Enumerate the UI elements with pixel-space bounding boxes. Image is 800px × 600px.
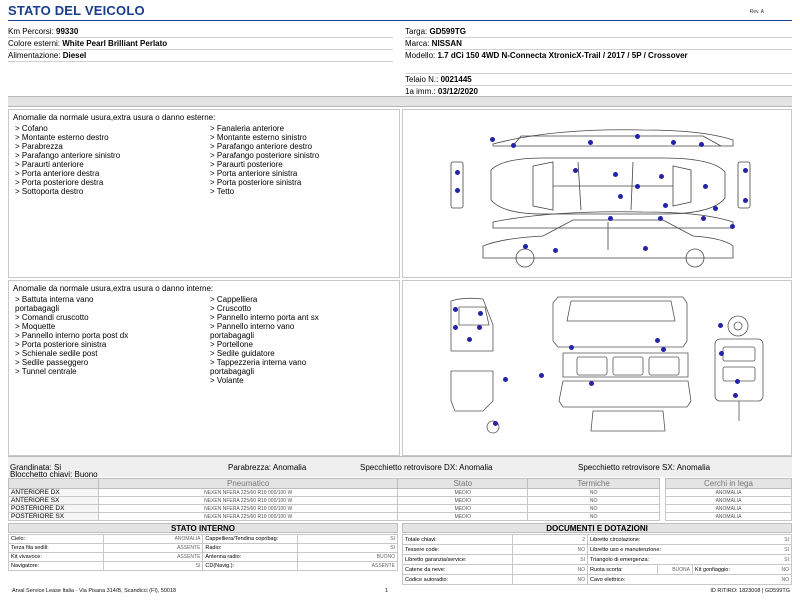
marca-value: NISSAN (431, 39, 462, 48)
section-separator-band (8, 96, 792, 107)
modello-value: 1.7 dCi 150 4WD N-Connecta XtronicX-Trail / 2017 / 5P / Crossover (437, 51, 688, 60)
damage-marker (701, 216, 706, 221)
list-item: > Porta posteriore sinistra (15, 340, 107, 349)
revision-label: Rev. A (749, 9, 764, 15)
colore-row: Colore esterni: White Pearl Brilliant Perlato (8, 38, 393, 50)
page-title: STATO DEL VEICOLO (8, 3, 145, 18)
damage-marker (661, 347, 666, 352)
damage-marker (477, 325, 482, 330)
list-item: > Tetto (210, 187, 235, 196)
list-item: > Porta anteriore destra (15, 169, 100, 178)
list-item: > Sedile guidatore (210, 349, 275, 358)
telaio-value: 0021445 (440, 75, 472, 84)
table-row: ANTERIORE DX NEXEN NFERA 225/60 R18 000/100 W MEDIO NO (9, 489, 660, 497)
list-item: portabagagli (210, 331, 255, 340)
damage-marker (553, 248, 558, 253)
damage-marker (671, 140, 676, 145)
condition-summary (8, 456, 792, 477)
damage-marker (588, 140, 593, 145)
cerchi-table (665, 478, 792, 521)
damage-marker (618, 194, 623, 199)
internal-diagram-panel (402, 280, 792, 456)
damage-marker (703, 184, 708, 189)
column-header (9, 479, 99, 489)
list-item: > Sedile passeggero (15, 358, 89, 367)
table-row: Codice autoradio: NO Cavo elettrico: NO (403, 575, 792, 585)
list-item: > Tappezzeria interna vano (210, 358, 307, 367)
damage-marker (730, 224, 735, 229)
title-divider (8, 20, 792, 21)
list-item: > Cappelliera (210, 295, 258, 304)
stato-interno-table (8, 534, 398, 571)
footer-ritiro-id: ID RITIRO: 1823008 | GD599TG (710, 588, 790, 594)
list-item: > Porta posteriore destra (15, 178, 104, 187)
damage-marker (490, 137, 495, 142)
column-header: Termiche (528, 479, 660, 489)
damage-marker (589, 381, 594, 386)
damage-marker (659, 174, 664, 179)
table-row: ANOMALIA (666, 513, 792, 521)
list-item: > Fanaleria anteriore (210, 124, 285, 133)
damage-marker (735, 379, 740, 384)
alimentazione-value: Diesel (62, 51, 87, 60)
list-item: > Pannello interno vano (210, 322, 295, 331)
damage-marker (478, 311, 483, 316)
damage-marker (613, 172, 618, 177)
list-item: > Paraurti posteriore (210, 160, 283, 169)
list-item: > Schienale sedile post (15, 349, 98, 358)
damage-marker (635, 134, 640, 139)
car-exterior-diagram (403, 110, 793, 279)
internal-damage-list-1 (15, 295, 128, 376)
modello-row: Modello: 1.7 dCi 150 4WD N-Connecta XtronicX-Trail / 2017 / 5P / Crossover (405, 50, 792, 74)
tyres-table (8, 478, 660, 521)
grandinata-label: Grandinata: Si (10, 463, 62, 472)
immatricolazione-row: 1a imm.: 03/12/2020 (405, 86, 792, 98)
damage-marker (453, 307, 458, 312)
column-header: Pneumatico (98, 479, 397, 489)
list-item: > Porta posteriore sinistra (210, 178, 302, 187)
damage-marker (663, 203, 668, 208)
damage-marker (635, 184, 640, 189)
table-row: Cielo: ANOMALIA Cappelliera/Tendina copribag: SI (9, 535, 398, 544)
vehicle-info-left (8, 26, 393, 62)
damage-marker (733, 393, 738, 398)
table-row: ANOMALIA (666, 505, 792, 513)
list-item: > Pannello interno porta ant sx (210, 313, 319, 322)
list-item: > Moquette (15, 322, 56, 331)
list-item: > Volante (210, 376, 244, 385)
damage-marker (455, 188, 460, 193)
damage-marker (608, 216, 613, 221)
telaio-row: Telaio N.: 0021445 (405, 74, 792, 86)
table-row: ANOMALIA (666, 497, 792, 505)
table-header-row (9, 479, 660, 489)
colore-value: White Pearl Brilliant Perlato (62, 39, 168, 48)
immatricolazione-value: 03/12/2020 (437, 87, 478, 96)
external-damage-list-2 (210, 124, 319, 196)
damage-marker (743, 168, 748, 173)
table-header-row (666, 479, 792, 489)
column-header: Stato (398, 479, 528, 489)
external-diagram-panel (402, 109, 792, 278)
list-item: > Porta anteriore sinistra (210, 169, 298, 178)
list-item: > Battuta interna vano (15, 295, 94, 304)
list-item: > Sottoporta destro (15, 187, 84, 196)
km-row: Km Percorsi: 99330 (8, 26, 393, 38)
blocchetto-label: Blocchetto chiavi: Buono (10, 470, 98, 479)
car-interior-diagram (403, 281, 793, 457)
damage-marker (658, 216, 663, 221)
stato-interno-title: STATO INTERNO (8, 523, 398, 533)
targa-row: Targa: GD599TG (405, 26, 792, 38)
damage-marker (493, 421, 498, 426)
table-row: Kit vivavoce: ASSENTE Antenna radio: BUONO (9, 553, 398, 562)
list-item: > Cruscotto (210, 304, 252, 313)
table-row: POSTERIORE SX NEXEN NFERA 225/60 R18 000/100 W MEDIO NO (9, 513, 660, 521)
external-damage-title: Anomalie da normale usura,extra usura o danno esterne: (13, 113, 216, 122)
marca-row: Marca: NISSAN (405, 38, 792, 50)
damage-marker (719, 351, 724, 356)
km-value: 99330 (56, 27, 79, 36)
damage-marker (569, 345, 574, 350)
list-item: > Portellone (210, 340, 253, 349)
external-damage-panel (8, 109, 400, 278)
targa-value: GD599TG (429, 27, 466, 36)
list-item: portabagagli (15, 304, 60, 313)
list-item: > Parafango anteriore destro (210, 142, 313, 151)
damage-marker (539, 373, 544, 378)
damage-marker (718, 323, 723, 328)
damage-marker (643, 246, 648, 251)
vehicle-info-right (405, 26, 792, 98)
table-row: Totale chiavi: 2 Libretto circolazione: SI (403, 535, 792, 545)
list-item: > Parafango posteriore sinistro (210, 151, 320, 160)
footer-page-number: 1 (385, 588, 389, 594)
list-item: > Pannello interno porta post dx (15, 331, 129, 340)
parabrezza-label: Parabrezza: Anomalia (228, 463, 307, 472)
list-item: portabagagli (210, 367, 255, 376)
damage-marker (503, 377, 508, 382)
list-item: > Paraurti anteriore (15, 160, 84, 169)
list-item: > Parafango anteriore sinistro (15, 151, 121, 160)
list-item: > Parabrezza (15, 142, 63, 151)
documenti-title: DOCUMENTI E DOTAZIONI (402, 523, 792, 533)
column-header: Cerchi in lega (666, 479, 792, 489)
damage-marker (713, 206, 718, 211)
internal-damage-list-2 (210, 295, 319, 385)
table-row: Terza fila sedili: ASSENTE Radio: SI (9, 544, 398, 553)
damage-marker (743, 198, 748, 203)
damage-marker (655, 338, 660, 343)
damage-marker (573, 168, 578, 173)
list-item: > Tunnel centrale (15, 367, 77, 376)
table-row: Libretto garanzia/service: SI Triangolo di emergenza: SI (403, 555, 792, 565)
alimentazione-row: Alimentazione: Diesel (8, 50, 393, 62)
table-row: ANOMALIA (666, 489, 792, 497)
damage-marker (523, 244, 528, 249)
list-item: > Montante esterno sinistro (210, 133, 307, 142)
specchietto-sx-label: Specchietto retrovisore SX: Anomalia (578, 463, 711, 472)
damage-marker (455, 170, 460, 175)
damage-marker (511, 143, 516, 148)
table-row: Catene da neve: NO Ruota scorta: BUONA Kit gonfiaggio: NO (403, 565, 792, 575)
list-item: > Montante esterno destro (15, 133, 109, 142)
documenti-table (402, 534, 792, 585)
internal-damage-title: Anomalie da normale usura,extra usura o danno interne: (13, 284, 214, 293)
table-row: Navigatore: SI CD(Navig.): ASSENTE (9, 562, 398, 571)
list-item: > Comandi cruscotto (15, 313, 89, 322)
footer-company: Arval Service Lease Italia - Via Pisana 314/B, Scandicci (FI), 50018 (12, 588, 177, 594)
table-row: ANTERIORE SX NEXEN NFERA 225/60 R18 000/100 W MEDIO NO (9, 497, 660, 505)
damage-marker (453, 325, 458, 330)
table-row: Tessere code: NO Libretto uso e manutenzione: SI (403, 545, 792, 555)
damage-marker (699, 142, 704, 147)
external-damage-list-1 (15, 124, 120, 196)
list-item: > Cofano (15, 124, 48, 133)
damage-marker (467, 337, 472, 342)
internal-damage-panel (8, 280, 400, 456)
table-row: POSTERIORE DX NEXEN NFERA 225/60 R18 000/100 W MEDIO NO (9, 505, 660, 513)
specchietto-dx-label: Specchietto retrovisore DX: Anomalia (360, 463, 493, 472)
